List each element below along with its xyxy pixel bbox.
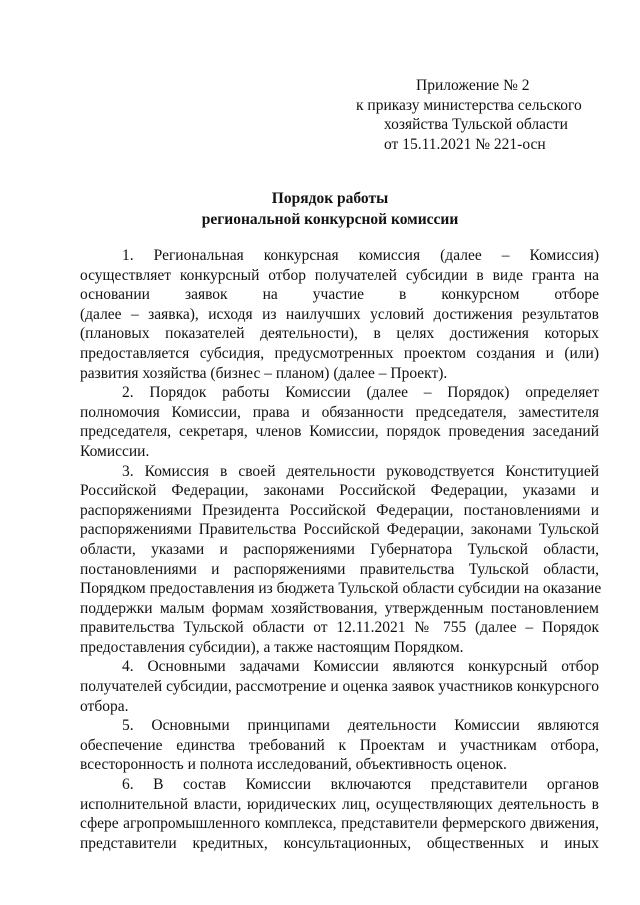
paragraph-4-line: получателей субсидии, рассмотрение и оценка заявок участников конкурсного [80,678,599,696]
title-line-1: Порядок работы [271,190,389,207]
paragraph-4-line: 4. Основными задачами Комиссии являются конкурсный отбор [122,658,599,676]
paragraph-3-line: Порядком предоставления из бюджета Тульской области субсидии на оказание [80,580,602,598]
paragraph-6-line: 6. В состав Комиссии включаются представители органов [122,776,599,794]
document-body [80,246,602,853]
paragraph-3-line: области, указами и распоряжениями Губернатора Тульской области, [80,540,599,558]
paragraph-3 [80,462,602,658]
paragraph-6-line: исполнительной власти, юридических лиц, осуществляющих деятельность в [80,795,599,813]
paragraph-2 [80,383,599,461]
paragraph-4 [80,657,599,716]
appendix-org: хозяйства Тульской области [384,116,568,133]
appendix-number: Приложение № 2 [416,77,530,94]
paragraph-3-line: постановлениями и распоряжениями правительства Тульской области, [80,560,599,578]
paragraph-5-line: обеспечение единства требований к Проектам и участникам отбора, [80,736,599,754]
appendix-order-ref: к приказу министерства сельского [356,96,582,114]
appendix-header [340,76,600,154]
paragraph-3-line: 3. Комиссия в своей деятельности руководствуется Конституцией [122,462,599,480]
paragraph-1 [80,246,599,383]
paragraph-3-line: правительства Тульской области от 12.11.2021 № 755 (далее – Порядок [80,619,599,637]
paragraph-3-line: поддержки малым формам хозяйствования, утвержденным постановлением [80,599,599,617]
paragraph-5-line: всесторонность и полнота исследований, объективность оценок. [80,756,507,774]
paragraph-2-line: председателя, секретаря, членов Комиссии, порядок проведения заседаний [80,423,599,441]
paragraph-1-line: основании заявок на участие в конкурсном отборе [80,286,599,304]
paragraph-2-line: Комиссии. [80,442,150,460]
paragraph-5-line: 5. Основными принципами деятельности Комиссии являются [122,717,599,735]
title-line-2: региональной конкурсной комиссии [201,211,459,228]
paragraph-3-line: распоряжениями Правительства Российской Федерации, законами Тульской [80,521,599,539]
paragraph-2-line: полномочия Комиссии, права и обязанности председателя, заместителя [80,403,599,421]
paragraph-1-line: (плановых показателей деятельности), в целях достижения которых [80,325,599,343]
paragraph-1-line: 1. Региональная конкурсная комиссия (далее – Комиссия) [122,247,599,264]
paragraph-5 [80,716,599,775]
paragraph-1-line: предоставляется субсидия, предусмотренных проектом создания и (или) [80,344,599,362]
paragraph-4-line: отбора. [80,697,129,715]
paragraph-6-line: сфере агропромышленного комплекса, представители фермерского движения, [80,815,599,833]
paragraph-6 [80,775,599,853]
paragraph-3-line: Российской Федерации, законами Российской Федерации, указами и [80,482,599,500]
paragraph-1-line: осуществляет конкурсный отбор получателей субсидии в виде гранта на [80,266,599,284]
paragraph-1-line: (далее – заявка), исходя из наилучших условий достижения результатов [80,305,599,323]
paragraph-3-line: предоставления субсидии), а также настоящим Порядком. [80,638,464,656]
document-title [0,188,640,230]
appendix-date-number: от 15.11.2021 № 221-осн [384,135,546,153]
paragraph-6-line: представители кредитных, консультационных, общественных и иных [80,834,599,852]
paragraph-3-line: распоряжениями Президента Российской Федерации, постановлениями и [80,501,599,519]
paragraph-2-line: 2. Порядок работы Комиссии (далее – Порядок) определяет [122,384,599,402]
paragraph-1-line: развития хозяйства (бизнес – планом) (далее – Проект). [80,364,448,382]
